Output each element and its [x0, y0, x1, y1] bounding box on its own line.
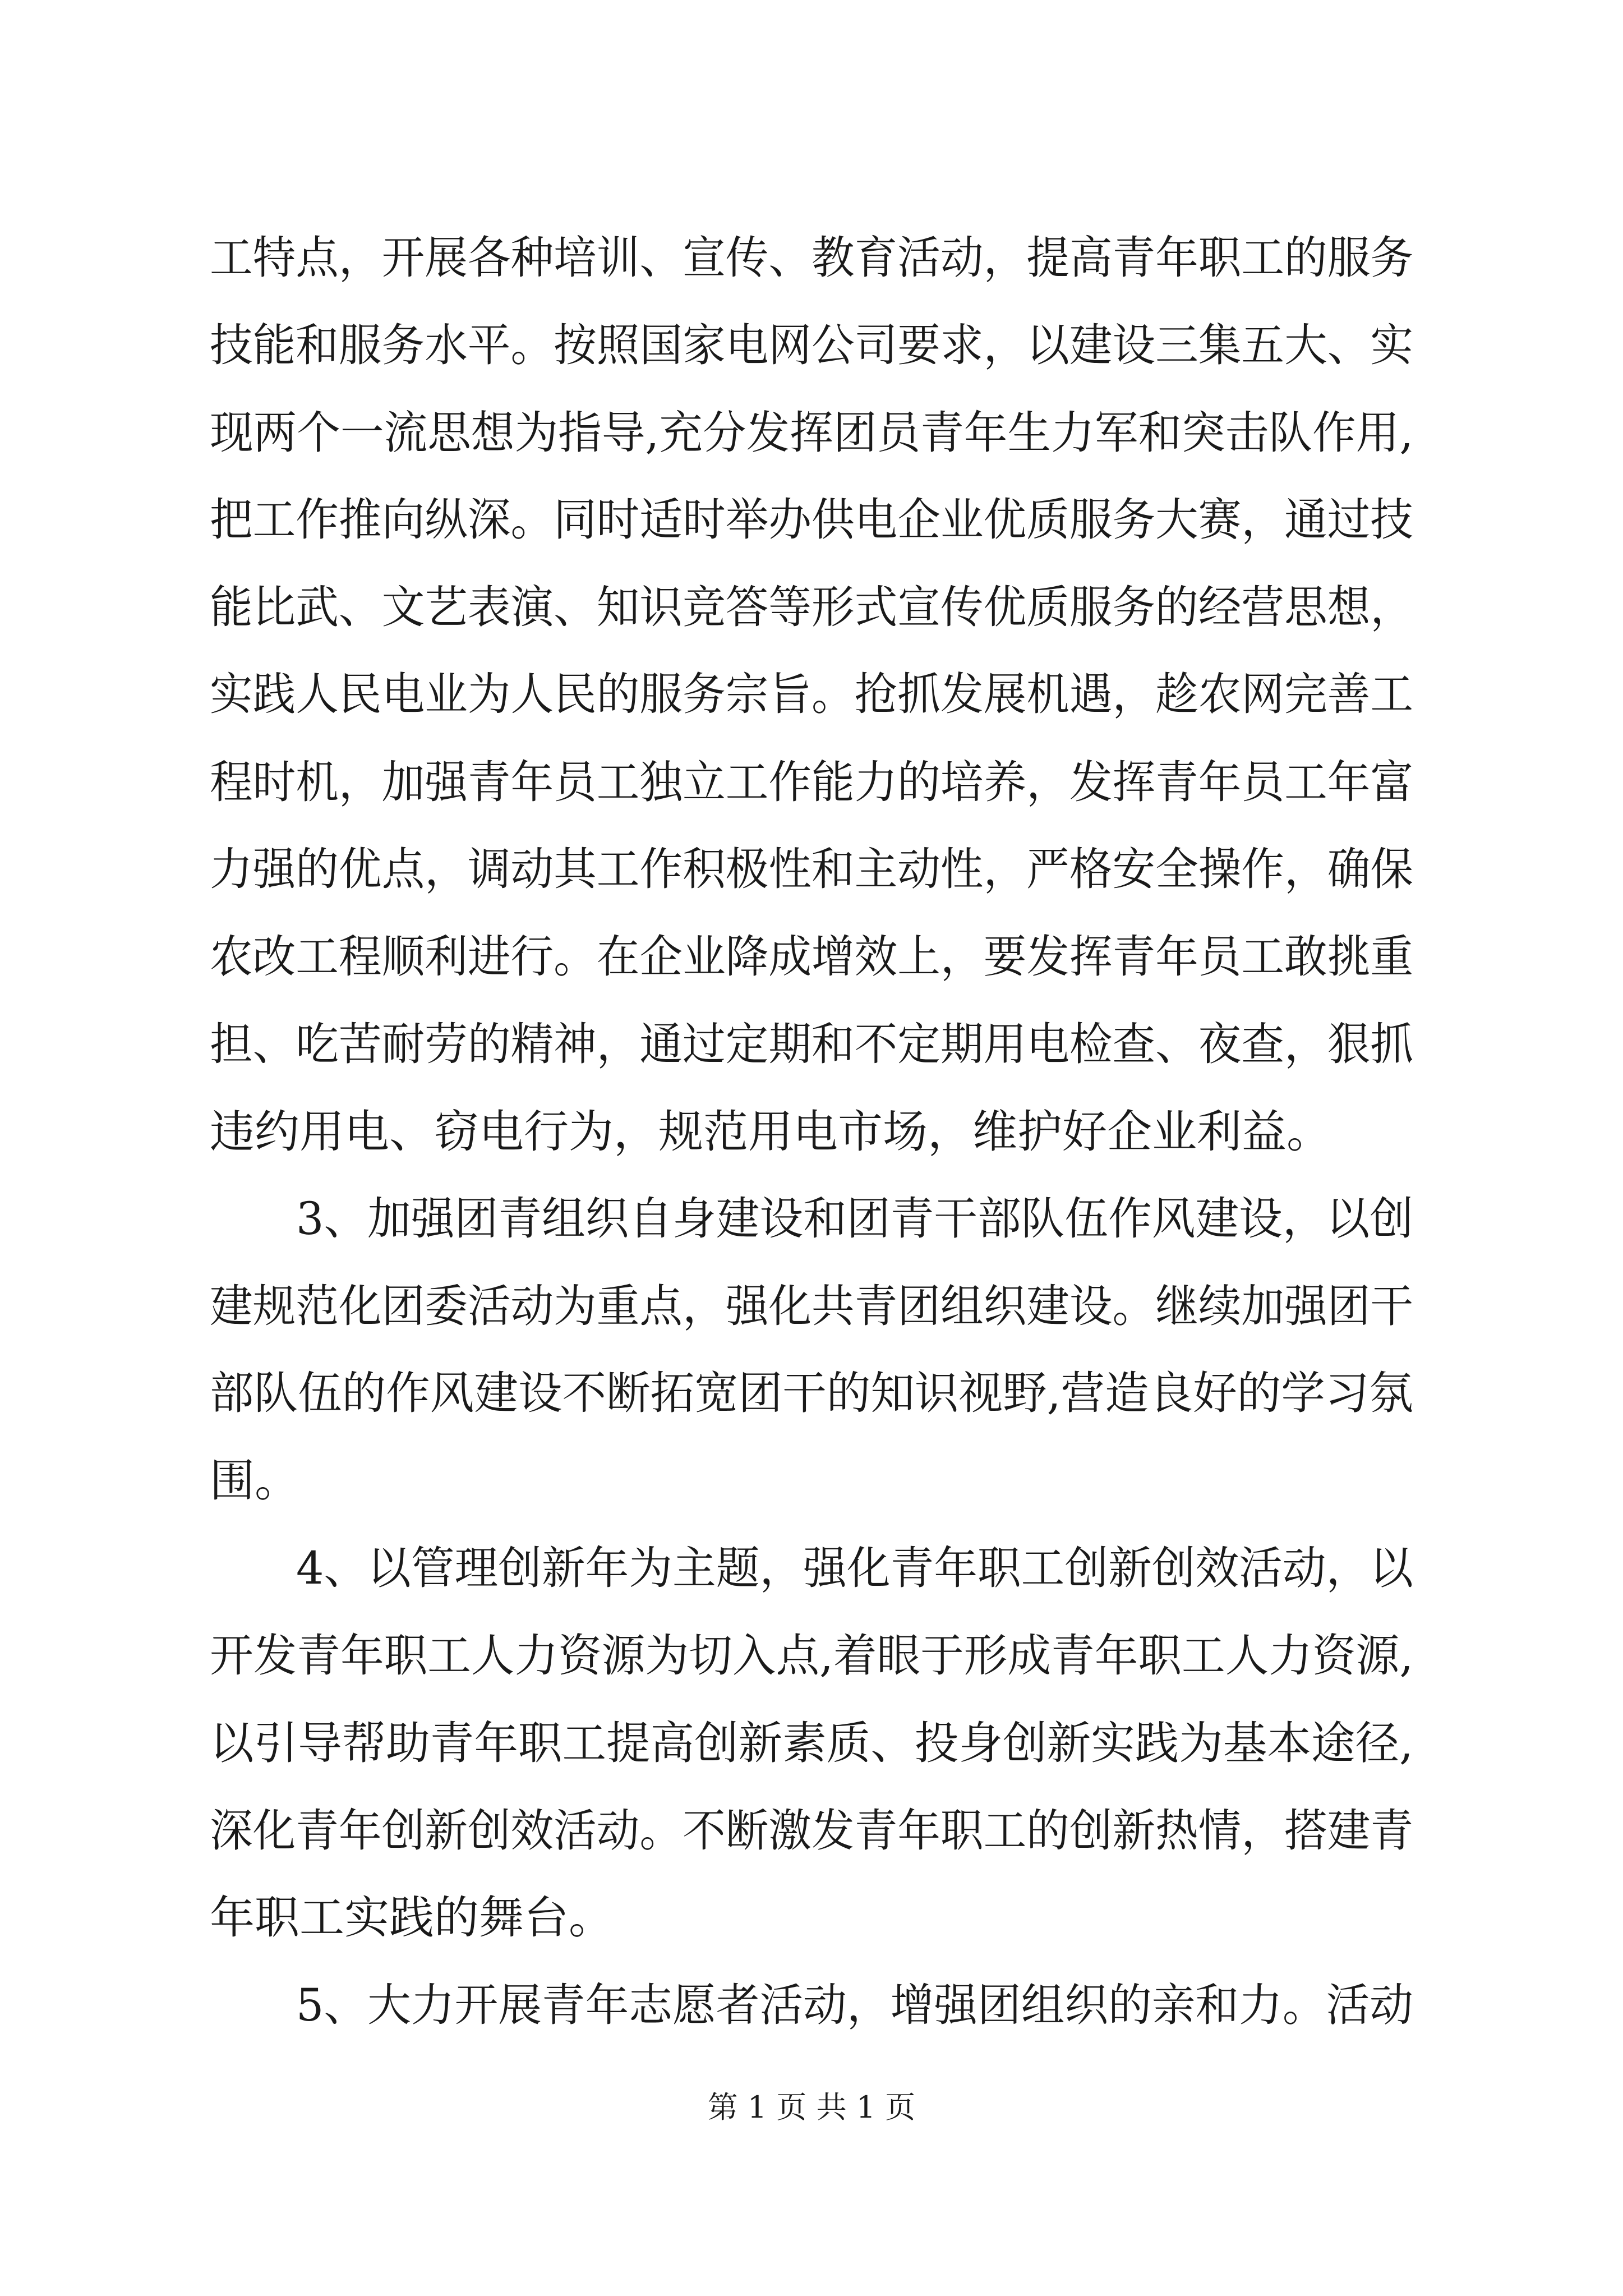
text-line-content: 把工作推向纵深。同时适时举办供电企业优质服务大赛，通过技 [210, 494, 1413, 546]
text-line-content: 建规范化团委活动为重点，强化共青团组织建设。继续加强团干 [210, 1280, 1413, 1332]
text-line [0, 402, 1623, 464]
text-line-content: 现两个一流思想为指导,充分发挥团员青年生力军和突击队作用, [210, 407, 1413, 459]
text-line [0, 1363, 1623, 1424]
text-line [0, 752, 1623, 813]
text-line [0, 315, 1623, 376]
text-line [0, 664, 1623, 725]
text-line [0, 577, 1623, 638]
text-line-content: 工特点，开展各种培训、宣传、教育活动，提高青年职工的服务 [210, 232, 1413, 284]
text-line-content: 以引导帮助青年职工提高创新素质、投身创新实践为基本途径, [210, 1717, 1413, 1769]
text-line-content: 力强的优点，调动其工作积极性和主动性，严格安全操作，确保 [210, 843, 1413, 895]
text-line [0, 1713, 1623, 1774]
text-line [0, 839, 1623, 900]
text-line-content: 担、吃苦耐劳的精神，通过定期和不定期用电检查、夜查，狠抓 [210, 1018, 1413, 1070]
page-number: 第 1 页 共 1 页 [707, 2090, 916, 2125]
text-line-content: 技能和服务水平。按照国家电网公司要求，以建设三集五大、实 [210, 319, 1413, 371]
text-line-content: 围。 [210, 1455, 299, 1507]
text-line-content: 农改工程顺利进行。在企业降成增效上，要发挥青年员工敢挑重 [210, 931, 1413, 983]
text-line-content: 部队伍的作风建设不断拓宽团干的知识视野,营造良好的学习氛 [210, 1367, 1413, 1419]
text-line [0, 926, 1623, 988]
text-line [0, 1101, 1623, 1163]
text-line-content: 3、加强团青组织自身建设和团青干部队伍作风建设，以创 [296, 1193, 1413, 1245]
text-line-content: 程时机，加强青年员工独立工作能力的培养，发挥青年员工年富 [210, 756, 1413, 808]
text-line-content: 开发青年职工人力资源为切入点,着眼于形成青年职工人力资源, [210, 1630, 1413, 1682]
text-line [0, 489, 1623, 551]
text-line [0, 1538, 1623, 1599]
text-line [0, 1014, 1623, 1075]
text-line [0, 1887, 1623, 1949]
text-line-content: 5、大力开展青年志愿者活动，增强团组织的亲和力。活动 [296, 1979, 1413, 2031]
text-line [0, 1625, 1623, 1687]
text-line [0, 1975, 1623, 2036]
text-line [0, 1188, 1623, 1250]
text-line [0, 227, 1623, 289]
text-line-content: 违约用电、窃电行为，规范用电市场，维护好企业利益。 [210, 1106, 1331, 1158]
text-line-content: 能比武、文艺表演、知识竞答等形式宣传优质服务的经营思想， [210, 581, 1413, 633]
text-line [0, 1276, 1623, 1337]
text-line-content: 年职工实践的舞台。 [210, 1892, 614, 1944]
text-line-content: 深化青年创新创效活动。不断激发青年职工的创新热情，搭建青 [210, 1805, 1413, 1857]
text-line-content: 实践人民电业为人民的服务宗旨。抢抓发展机遇，趁农网完善工 [210, 668, 1413, 720]
text-line [0, 1800, 1623, 1862]
text-line [0, 1450, 1623, 1512]
text-line-content: 4、以管理创新年为主题，强化青年职工创新创效活动，以 [296, 1542, 1413, 1594]
